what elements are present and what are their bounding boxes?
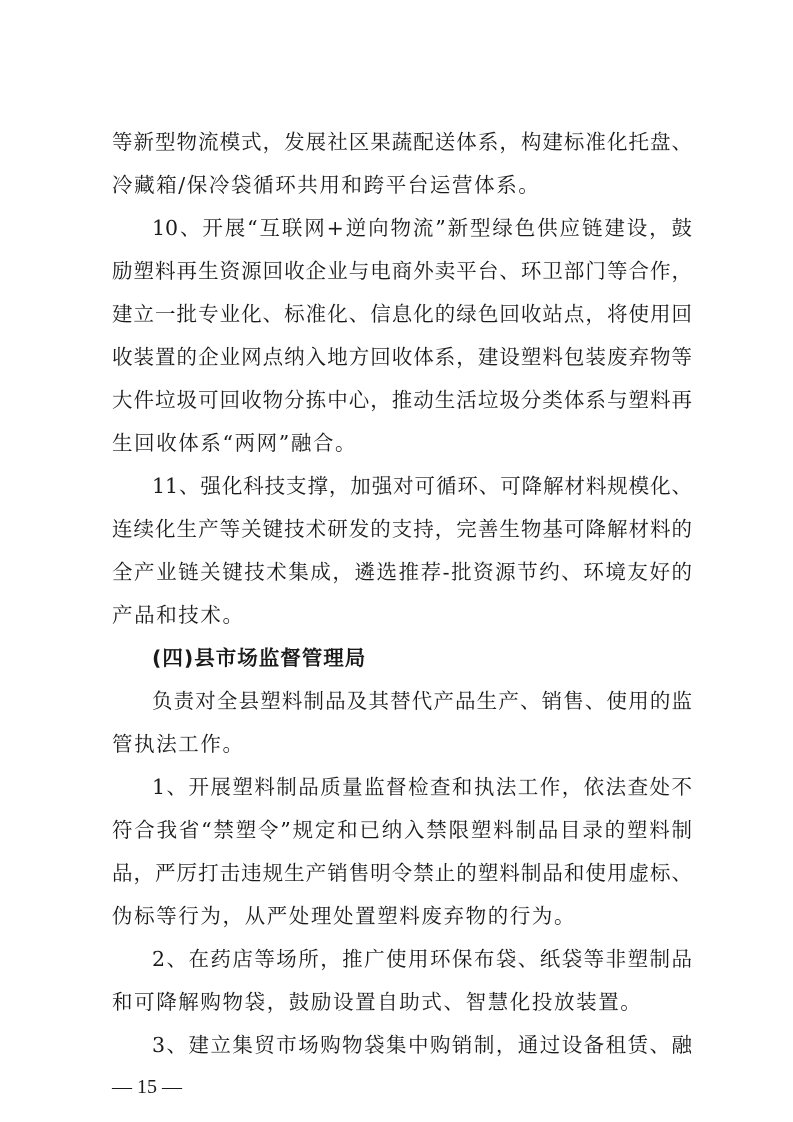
- text-line: 励塑料再生资源回收企业与电商外卖平台、环卫部门等合作，: [112, 259, 692, 283]
- text-line: 收装置的企业网点纳入地方回收体系，建设塑料包装废弃物等: [112, 345, 692, 369]
- text-line: 等新型物流模式，发展社区果蔬配送体系，构建标准化托盘、: [112, 130, 692, 154]
- paragraph-start-line: 3、建立集贸市场购物袋集中购销制，通过设备租赁、融: [152, 1033, 692, 1057]
- text-line: 连续化生产等关键技术研发的支持，完善生物基可降解材料的: [112, 517, 692, 541]
- text-line: 伪标等行为，从严处理处置塑料废弃物的行为。: [112, 904, 577, 928]
- section-heading: (四)县市场监督管理局: [152, 646, 367, 670]
- paragraph-start-line: 负责对全县塑料制品及其替代产品生产、销售、使用的监: [152, 689, 692, 713]
- text-line: 符合我省“禁塑令”规定和已纳入禁限塑料制品目录的塑料制: [112, 818, 692, 842]
- text-line: 冷藏箱/保冷袋循环共用和跨平台运营体系。: [112, 173, 541, 197]
- paragraph-start-line: 2、在药店等场所，推广使用环保布袋、纸袋等非塑制品: [152, 947, 692, 971]
- text-line: 产品和技术。: [112, 603, 245, 627]
- text-line: 生回收体系“两网”融合。: [112, 431, 358, 455]
- paragraph-start-line: 10、开展“互联网+逆向物流”新型绿色供应链建设，鼓: [152, 216, 692, 240]
- text-line: 建立一批专业化、标准化、信息化的绿色回收站点，将使用回: [112, 302, 692, 326]
- paragraph-start-line: 1、开展塑料制品质量监督检查和执法工作，依法查处不: [152, 775, 692, 799]
- page-number: — 15 —: [112, 1076, 182, 1098]
- paragraph-start-line: 11、强化科技支撑，加强对可循环、可降解材料规模化、: [152, 474, 692, 498]
- text-line: 品，严厉打击违规生产销售明令禁止的塑料制品和使用虚标、: [112, 861, 692, 885]
- text-line: 管执法工作。: [112, 732, 245, 756]
- text-line: 大件垃圾可回收物分拣中心，推动生活垃圾分类体系与塑料再: [112, 388, 692, 412]
- text-line: 全产业链关键技术集成，遴选推荐-批资源节约、环境友好的: [112, 560, 692, 584]
- text-line: 和可降解购物袋，鼓励设置自助式、智慧化投放装置。: [112, 990, 643, 1014]
